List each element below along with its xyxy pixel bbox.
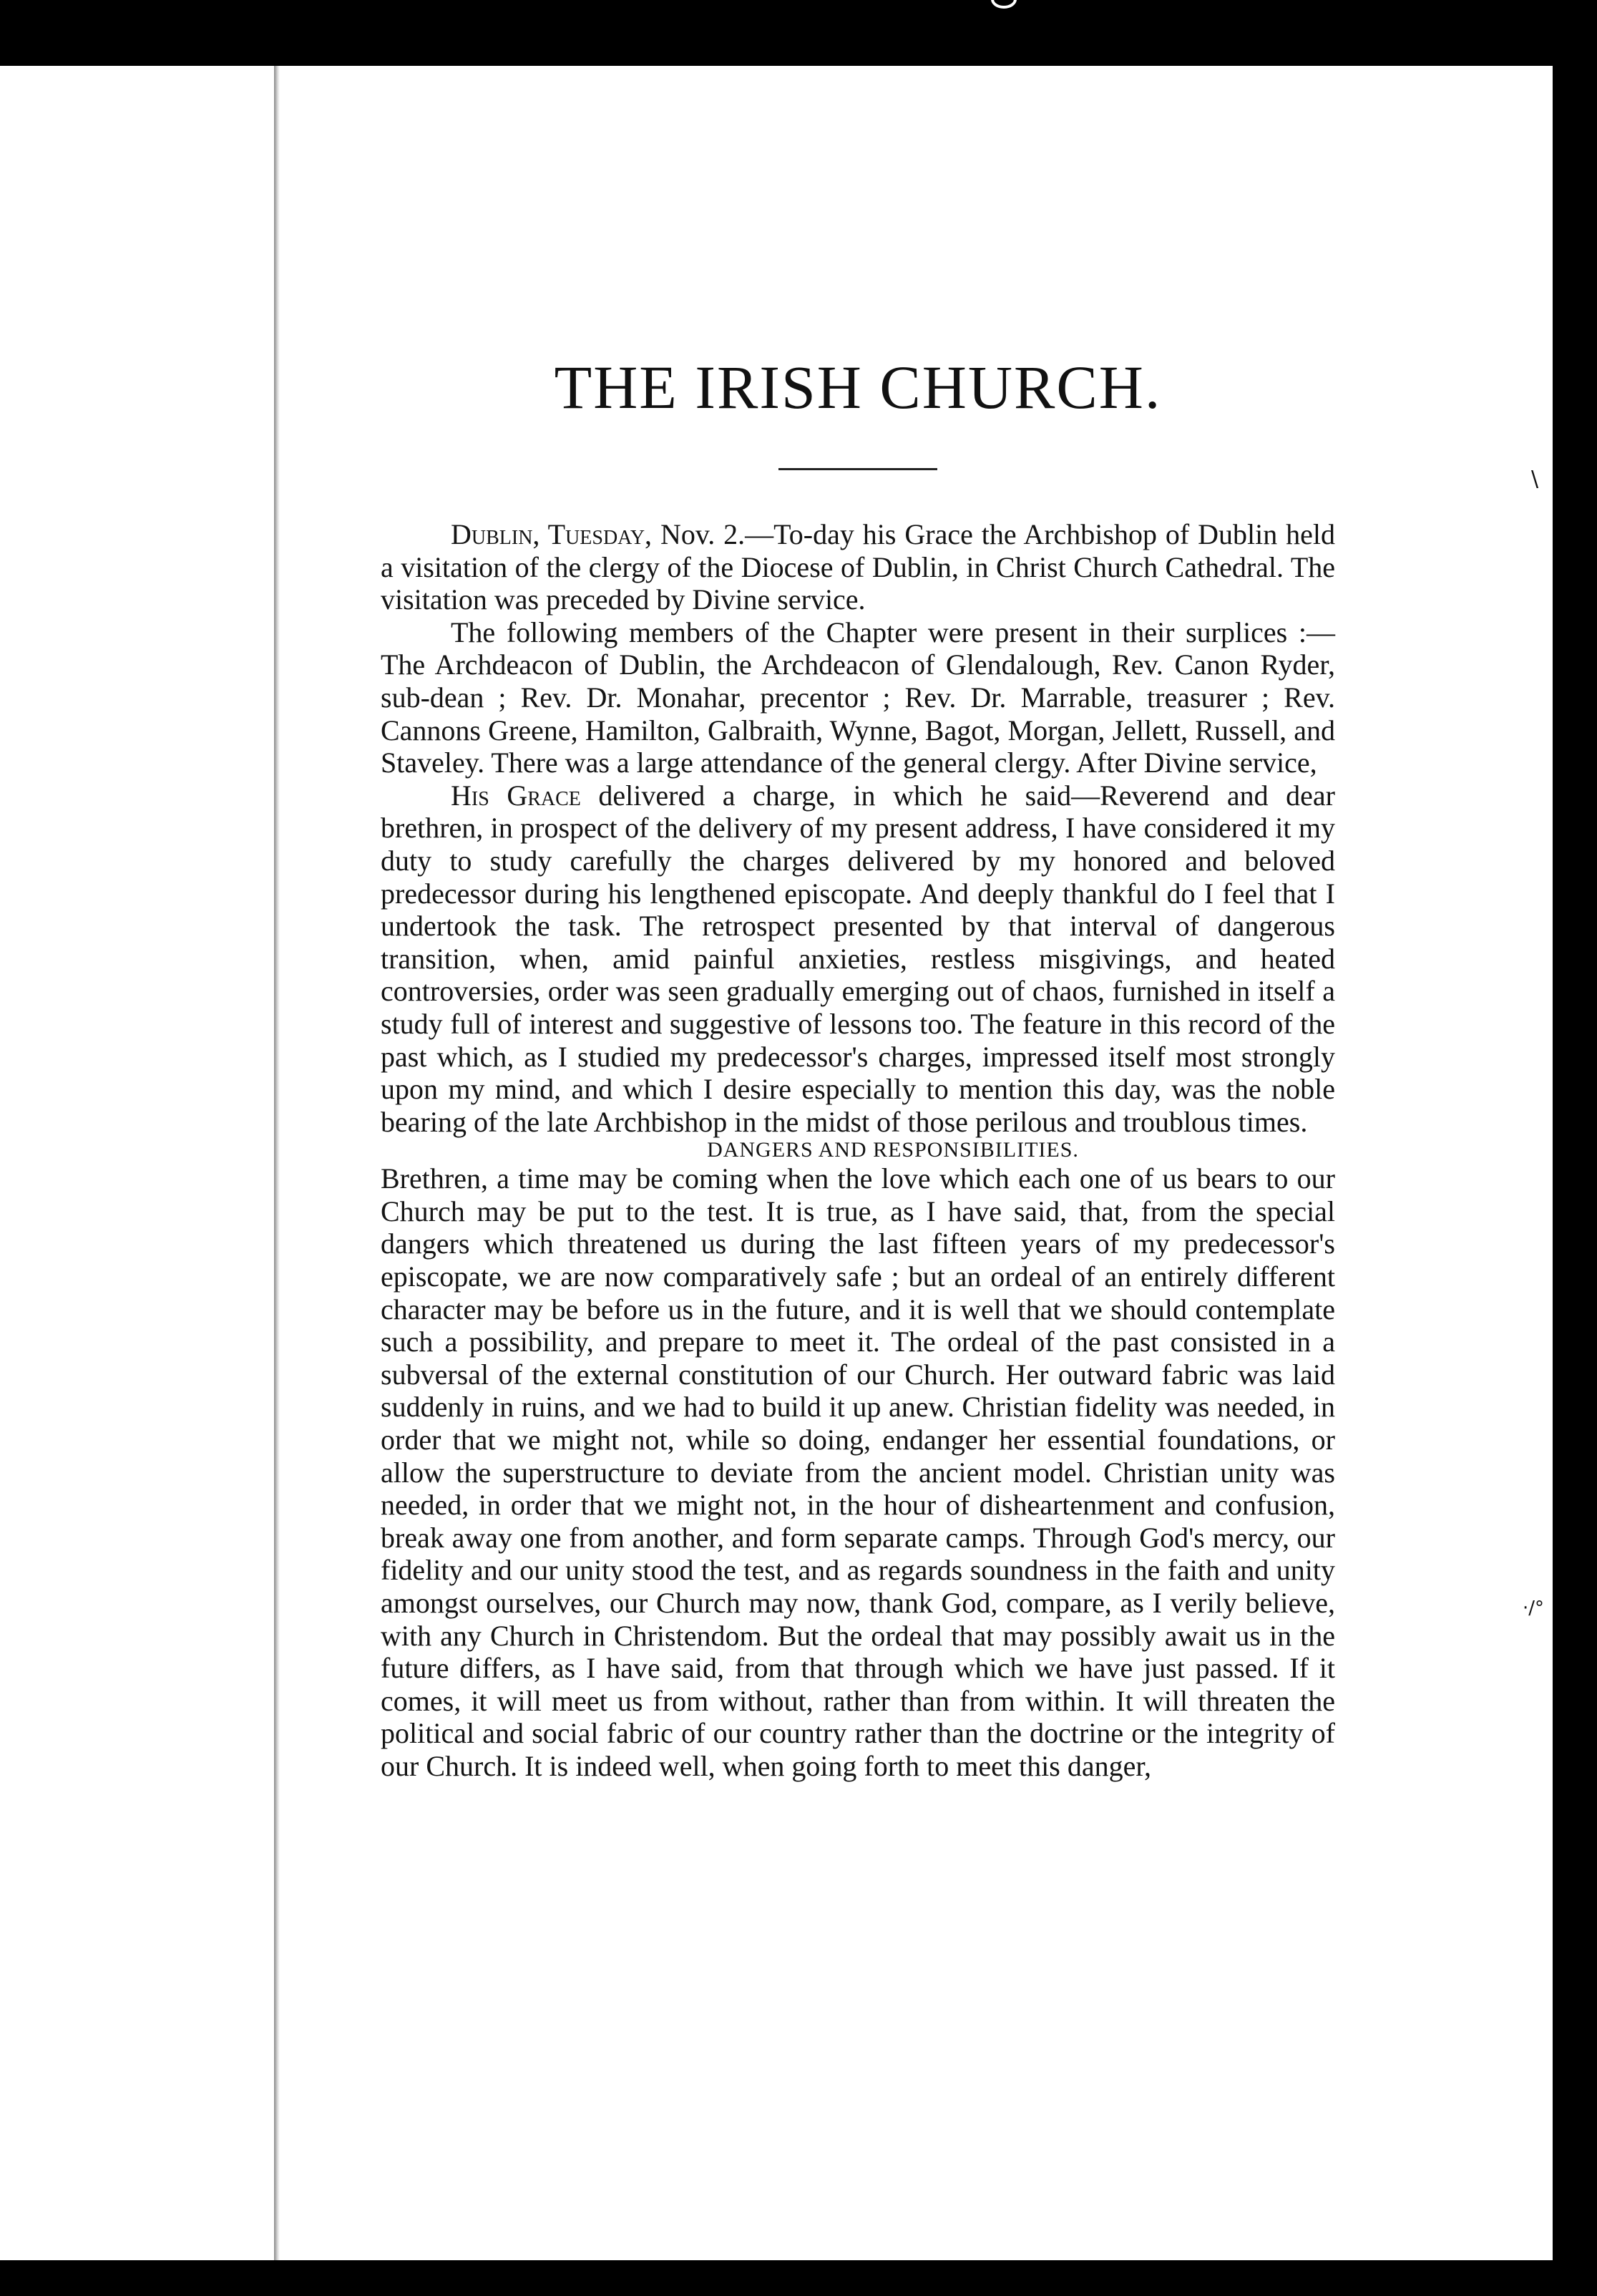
title-rule bbox=[778, 468, 937, 470]
paragraph-chapter-members bbox=[381, 616, 1335, 779]
paragraph-dateline bbox=[381, 518, 1335, 616]
paragraph-chapter-members-text: The following members of the Chapter were present in their surplices :—The Archdeacon of Dublin, the Archdeacon of Glendalough, Rev. Canon Ryder, sub-dean ; Rev. Dr. Monahar, precentor ; Rev. Dr. Marrable, treasurer ; Rev. Cannons Greene, Hamilton, Galbraith, Wynne, Bagot, Morgan, Jellett, Russell, and Staveley. There was a large attendance of the general clergy. After Divine service, bbox=[381, 616, 1335, 779]
article-body bbox=[381, 518, 1335, 1783]
paragraph-charge bbox=[381, 779, 1335, 1139]
scanned-page bbox=[0, 66, 1553, 2260]
binding-shadow bbox=[274, 66, 280, 2260]
edge-artifact-bottom: ·/° bbox=[1523, 1597, 1545, 1619]
scan-registration-mark bbox=[991, 0, 1017, 9]
charge-lead: His Grace bbox=[451, 779, 581, 812]
edge-artifact-top: \ bbox=[1531, 467, 1539, 492]
paragraph-dangers bbox=[381, 1162, 1335, 1782]
page-title: THE IRISH CHURCH. bbox=[554, 353, 1162, 422]
paragraph-dangers-text: Brethren, a time may be coming when the love which each one of us bears to our Church may be put to the test. It is true, as I have said, that, from the special dangers which threatened us during the last fifteen years of my predecessor's episcopate, we are now comparatively safe ; but an ordeal of an entirely different character may be before us in the future, and it is well that we should contemplate such a possibility, and prepare to meet it. The ordeal of the past consisted in a subversal of the external constitution of our Church. Her outward fabric was laid suddenly in ruins, and we had to build it up anew. Christian fidelity was needed, in order that we might not, while so doing, endanger her essential foundations, or allow the superstructure to deviate from the ancient model. Christian unity was needed, in order that we might not, in the hour of disheartenment and confusion, break away one from another, and form separate camps. Through God's mercy, our fidelity and our unity stood the test, and as regards soundness in the faith and unity amongst ourselves, our Church may now, thank God, compare, as I verily believe, with any Church in Christendom. But the ordeal that may possibly await us in the future differs, as I have said, from that through which we have just passed. If it comes, it will meet us from without, rather than from within. It will threaten the political and social fabric of our country rather than the doctrine or the integrity of our Church. It is indeed well, when going forth to meet this danger, bbox=[381, 1162, 1335, 1782]
paragraph-dateline-text: Nov. 2.—To-day his Grace the Archbishop of Dublin held a visitation of the clergy of the Diocese of Dublin, in Christ Church Cathedral. The visitation was preceded by Divine service. bbox=[381, 518, 1335, 616]
dateline-lead: Dublin, Tuesday, bbox=[451, 518, 653, 550]
page-gutter bbox=[0, 66, 274, 2260]
paragraph-charge-text: delivered a charge, in which he said—Reverend and dear brethren, in prospect of the delivery of my present address, I have considered it my duty to study carefully the charges delivered by my honored and beloved predecessor during his lengthened episcopate. And deeply thankful do I feel that I undertook the task. The retrospect presented by that interval of dangerous transition, when, amid painful anxieties, restless misgivings, and heated controversies, order was seen gradually emerging out of chaos, furnished in itself a study full of interest and suggestive of lessons too. The feature in this record of the past which, as I studied my predecessor's charges, impressed itself most strongly upon my mind, and which I desire especially to mention this day, was the noble bearing of the late Archbishop in the midst of those perilous and troublous times. bbox=[381, 779, 1335, 1138]
section-subheading: DANGERS AND RESPONSIBILITIES. bbox=[707, 1138, 1079, 1162]
